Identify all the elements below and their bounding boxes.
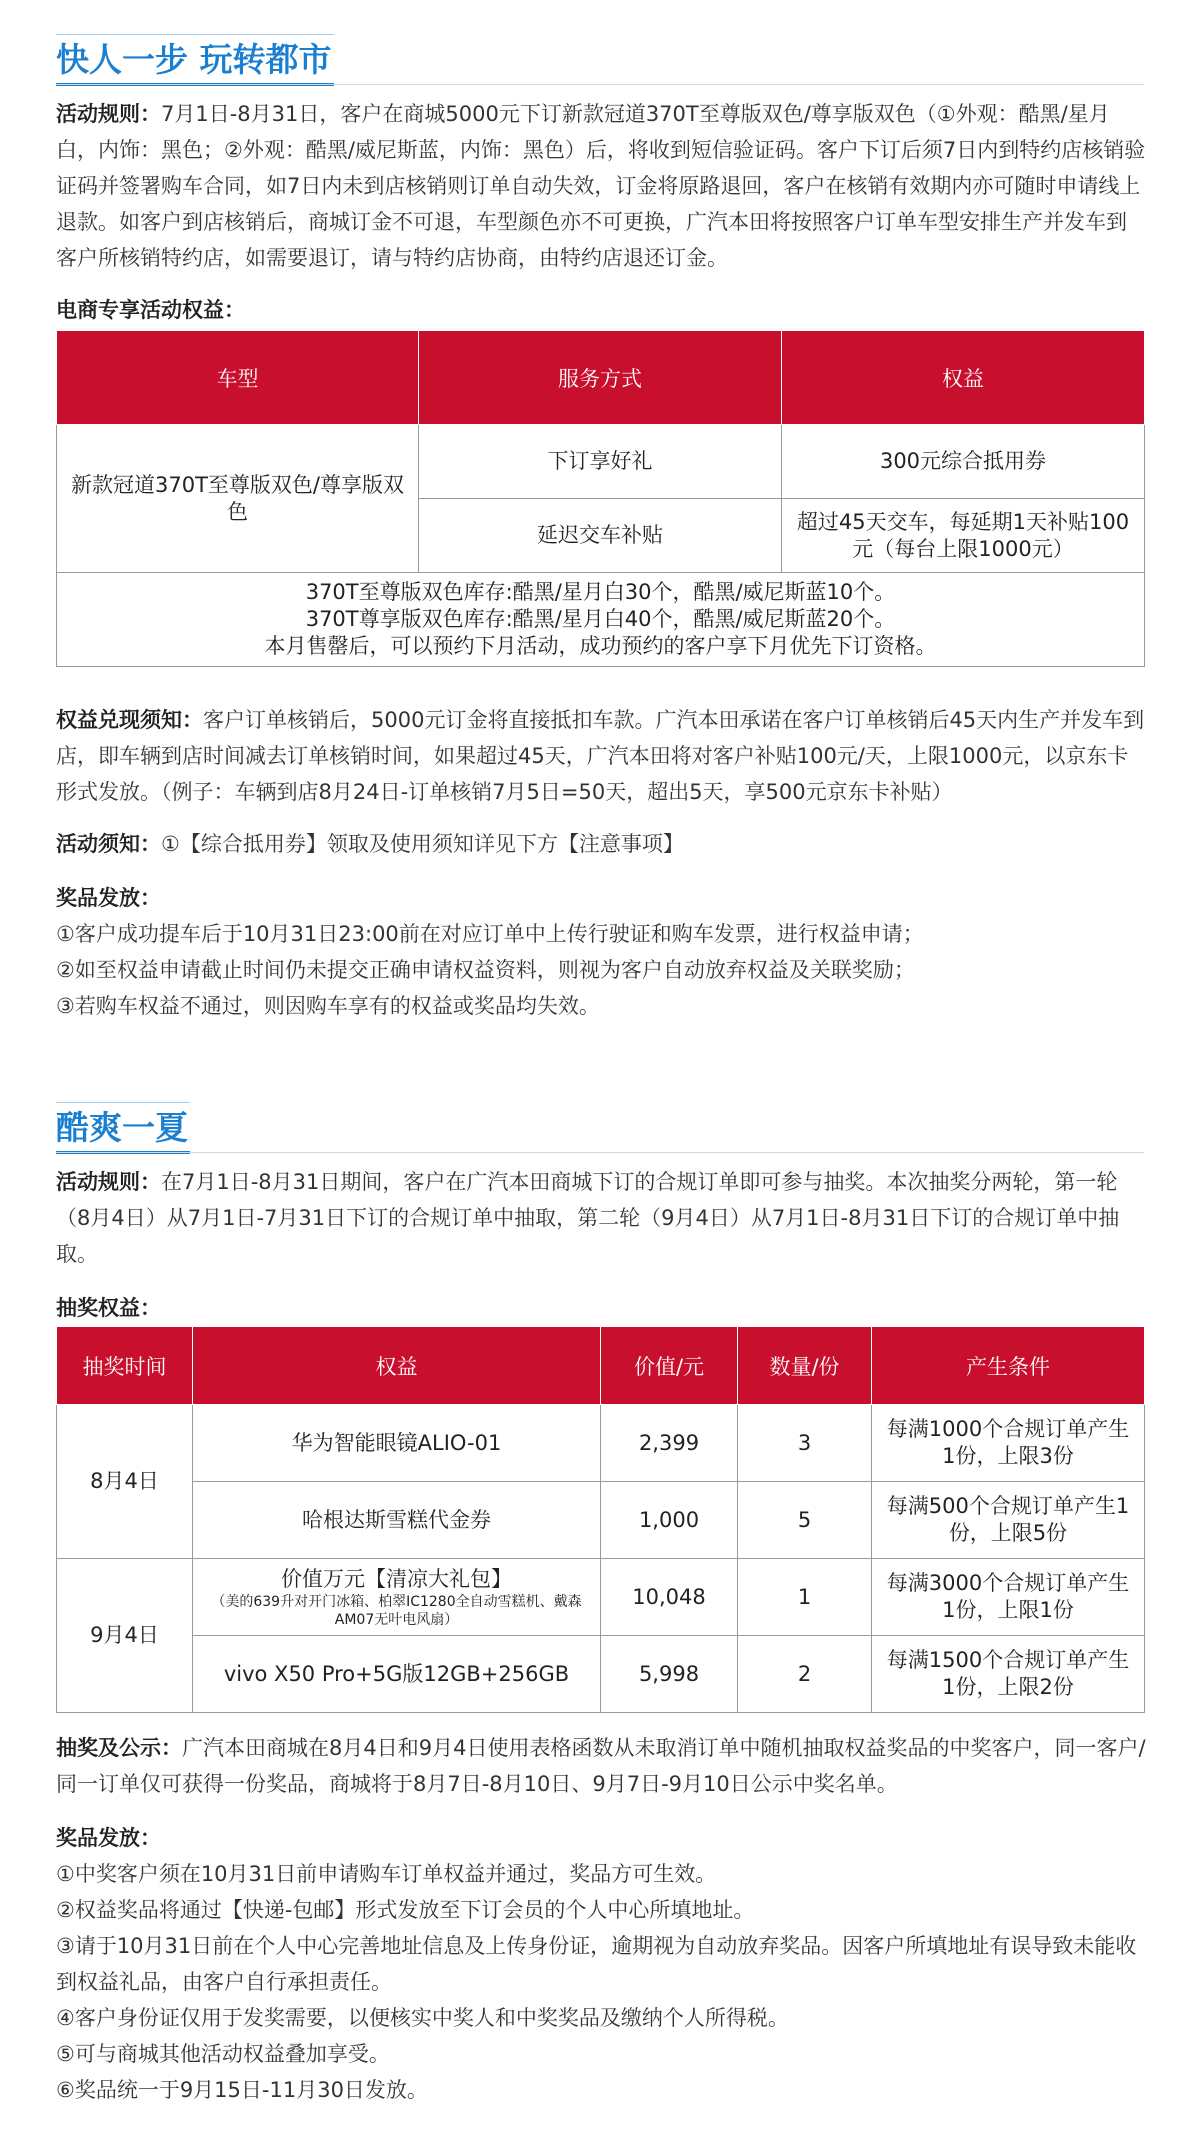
qty-cell: 1 <box>738 1559 872 1636</box>
section2-draw-label: 抽奖及公示： <box>56 1736 182 1760</box>
list-item: ③请于10月31日前在个人中心完善地址信息及上传身份证，逾期视为自动放弃奖品。因客户所填地址有误导致未能收到权益礼品，由客户自行承担责任。 <box>56 1934 1137 1994</box>
table-header-cell: 数量/份 <box>738 1327 872 1405</box>
table-header-cell: 产生条件 <box>872 1327 1145 1405</box>
section2-prize-heading: 奖品发放： <box>56 1826 161 1850</box>
section1-rules <box>56 96 1146 276</box>
section1-benefits-heading: 电商专享活动权益： <box>56 298 245 322</box>
section1-redeem <box>56 702 1146 810</box>
service-cell: 延迟交车补贴 <box>419 499 782 573</box>
table-row <box>57 1559 1145 1636</box>
table-row <box>57 1405 1145 1482</box>
benefit-cell: vivo X50 Pro+5G版12GB+256GB <box>193 1636 601 1713</box>
section2-lottery-table <box>56 1326 1145 1713</box>
section1-prize <box>56 880 924 1024</box>
section1-redeem-label: 权益兑现须知： <box>56 708 203 732</box>
list-item: ②如至权益申请截止时间仍未提交正确申请权益资料，则视为客户自动放弃权益及关联奖励； <box>56 958 915 982</box>
list-item: ⑥奖品统一于9月15日-11月30日发放。 <box>56 2078 428 2102</box>
list-item: ①中奖客户须在10月31日前申请购车订单权益并通过，奖品方可生效。 <box>56 1862 717 1886</box>
benefit-cell: 哈根达斯雪糕代金券 <box>193 1482 601 1559</box>
table-row <box>57 1482 1145 1559</box>
table-header-row <box>57 1327 1145 1405</box>
table-row <box>57 425 1145 499</box>
stock-note-line: 370T尊享版双色库存:酷黑/星月白40个，酷黑/威尼斯蓝20个。 <box>305 607 896 631</box>
table-header-row <box>57 331 1145 425</box>
table-header-cell: 权益 <box>782 331 1145 425</box>
table-header-cell: 服务方式 <box>419 331 782 425</box>
draw-date-cell: 9月4日 <box>57 1559 193 1713</box>
section1-rules-label: 活动规则： <box>56 102 161 126</box>
condition-cell: 每满1500个合规订单产生1份，上限2份 <box>872 1636 1145 1713</box>
table-header-cell: 价值/元 <box>601 1327 738 1405</box>
section2-rules <box>56 1164 1146 1272</box>
list-item: ①客户成功提车后于10月31日23:00前在对应订单中上传行驶证和购车发票，进行权益申请； <box>56 922 924 946</box>
table-row <box>57 1636 1145 1713</box>
value-cell: 1,000 <box>601 1482 738 1559</box>
section2-draw <box>56 1730 1146 1802</box>
qty-cell: 3 <box>738 1405 872 1482</box>
value-cell: 5,998 <box>601 1636 738 1713</box>
section1-rules-text: 7月1日-8月31日，客户在商城5000元下订新款冠道370T至尊版双色/尊享版双色（①外观：酷黑/星月白，内饰：黑色；②外观：酷黑/威尼斯蓝，内饰：黑色）后，将收到短信验证码。客户下订后须7日内到特约店核销验证码并签署购车合同，如7日内未到店核销则订单自动失效，订金将原路退回，客户在核销有效期内亦可随时申请线上退款。如客户到店核销后，商城订金不可退，车型颜色亦不可更换，广汽本田将按照客户订单车型安排生产并发车到客户所核销特约店，如需要退订，请与特约店协商，由特约店退还订金。 <box>56 102 1146 270</box>
section2-rules-text: 在7月1日-8月31日期间，客户在广汽本田商城下订的合规订单即可参与抽奖。本次抽奖分两轮，第一轮（8月4日）从7月1日-7月31日下订的合规订单中抽取，第二轮（9月4日）从7月1日-8月31日下订的合规订单中抽取。 <box>56 1170 1120 1266</box>
value-cell: 2,399 <box>601 1405 738 1482</box>
value-cell: 10,048 <box>601 1559 738 1636</box>
qty-cell: 5 <box>738 1482 872 1559</box>
section1-title: 快人一步 玩转都市 <box>56 34 334 86</box>
service-cell: 下订享好礼 <box>419 425 782 499</box>
stock-note-line: 本月售罄后，可以预约下月活动，成功预约的客户享下月优先下订资格。 <box>264 634 937 658</box>
benefit-cell: 超过45天交车，每延期1天补贴100元（每台上限1000元） <box>782 499 1145 573</box>
condition-cell: 每满500个合规订单产生1份，上限5份 <box>872 1482 1145 1559</box>
list-item: ④客户身份证仅用于发奖需要，以便核实中奖人和中奖奖品及缴纳个人所得税。 <box>56 2006 789 2030</box>
section2-benefits-heading: 抽奖权益： <box>56 1296 161 1320</box>
table-header-cell: 车型 <box>57 331 419 425</box>
benefit-cell: 华为智能眼镜ALIO-01 <box>193 1405 601 1482</box>
section2-draw-text: 广汽本田商城在8月4日和9月4日使用表格函数从未取消订单中随机抽取权益奖品的中奖客户，同一客户/同一订单仅可获得一份奖品，商城将于8月7日-8月10日、9月7日-9月10日公示中奖名单。 <box>56 1736 1146 1796</box>
section1-notice <box>56 826 684 862</box>
section1-title-wrap <box>56 34 334 86</box>
benefit-title: 价值万元【清凉大礼包】 <box>281 1566 512 1591</box>
table-footer-row <box>57 573 1145 667</box>
section2-rules-label: 活动规则： <box>56 1170 161 1194</box>
list-item: ③若购车权益不通过，则因购车享有的权益或奖品均失效。 <box>56 994 600 1018</box>
condition-cell: 每满3000个合规订单产生1份，上限1份 <box>872 1559 1145 1636</box>
table-header-cell: 权益 <box>193 1327 601 1405</box>
benefit-note: （美的639升对开门冰箱、柏翠IC1280全自动雪糕机、戴森AM07无叶电风扇） <box>211 1593 582 1628</box>
section1-redeem-text: 客户订单核销后，5000元订金将直接抵扣车款。广汽本田承诺在客户订单核销后45天内生产并发车到店，即车辆到店时间减去订单核销时间，如果超过45天，广汽本田将对客户补贴100元/天，上限1000元，以京东卡形式发放。（例子：车辆到店8月24日-订单核销7月5日=50天，超出5天，享500元京东卡补贴） <box>56 708 1145 804</box>
stock-note-cell <box>57 573 1145 667</box>
benefit-cell: 300元综合抵用券 <box>782 425 1145 499</box>
condition-cell: 每满1000个合规订单产生1份，上限3份 <box>872 1405 1145 1482</box>
section2-title-wrap <box>56 1102 190 1154</box>
qty-cell: 2 <box>738 1636 872 1713</box>
benefit-cell <box>193 1559 601 1636</box>
draw-date-cell: 8月4日 <box>57 1405 193 1559</box>
model-cell: 新款冠道370T至尊版双色/尊享版双色 <box>57 425 419 573</box>
section1-benefits-table <box>56 330 1145 667</box>
stock-note-line: 370T至尊版双色库存:酷黑/星月白30个，酷黑/威尼斯蓝10个。 <box>305 580 896 604</box>
list-item: ⑤可与商城其他活动权益叠加享受。 <box>56 2042 390 2066</box>
section1-notice-text: ①【综合抵用券】领取及使用须知详见下方【注意事项】 <box>161 832 684 856</box>
table-header-cell: 抽奖时间 <box>57 1327 193 1405</box>
list-item: ②权益奖品将通过【快递-包邮】形式发放至下订会员的个人中心所填地址。 <box>56 1898 755 1922</box>
section2-title: 酷爽一夏 <box>56 1102 190 1154</box>
section1-notice-label: 活动须知： <box>56 832 161 856</box>
section1-prize-heading: 奖品发放： <box>56 886 161 910</box>
section2-prize <box>56 1820 1146 2108</box>
